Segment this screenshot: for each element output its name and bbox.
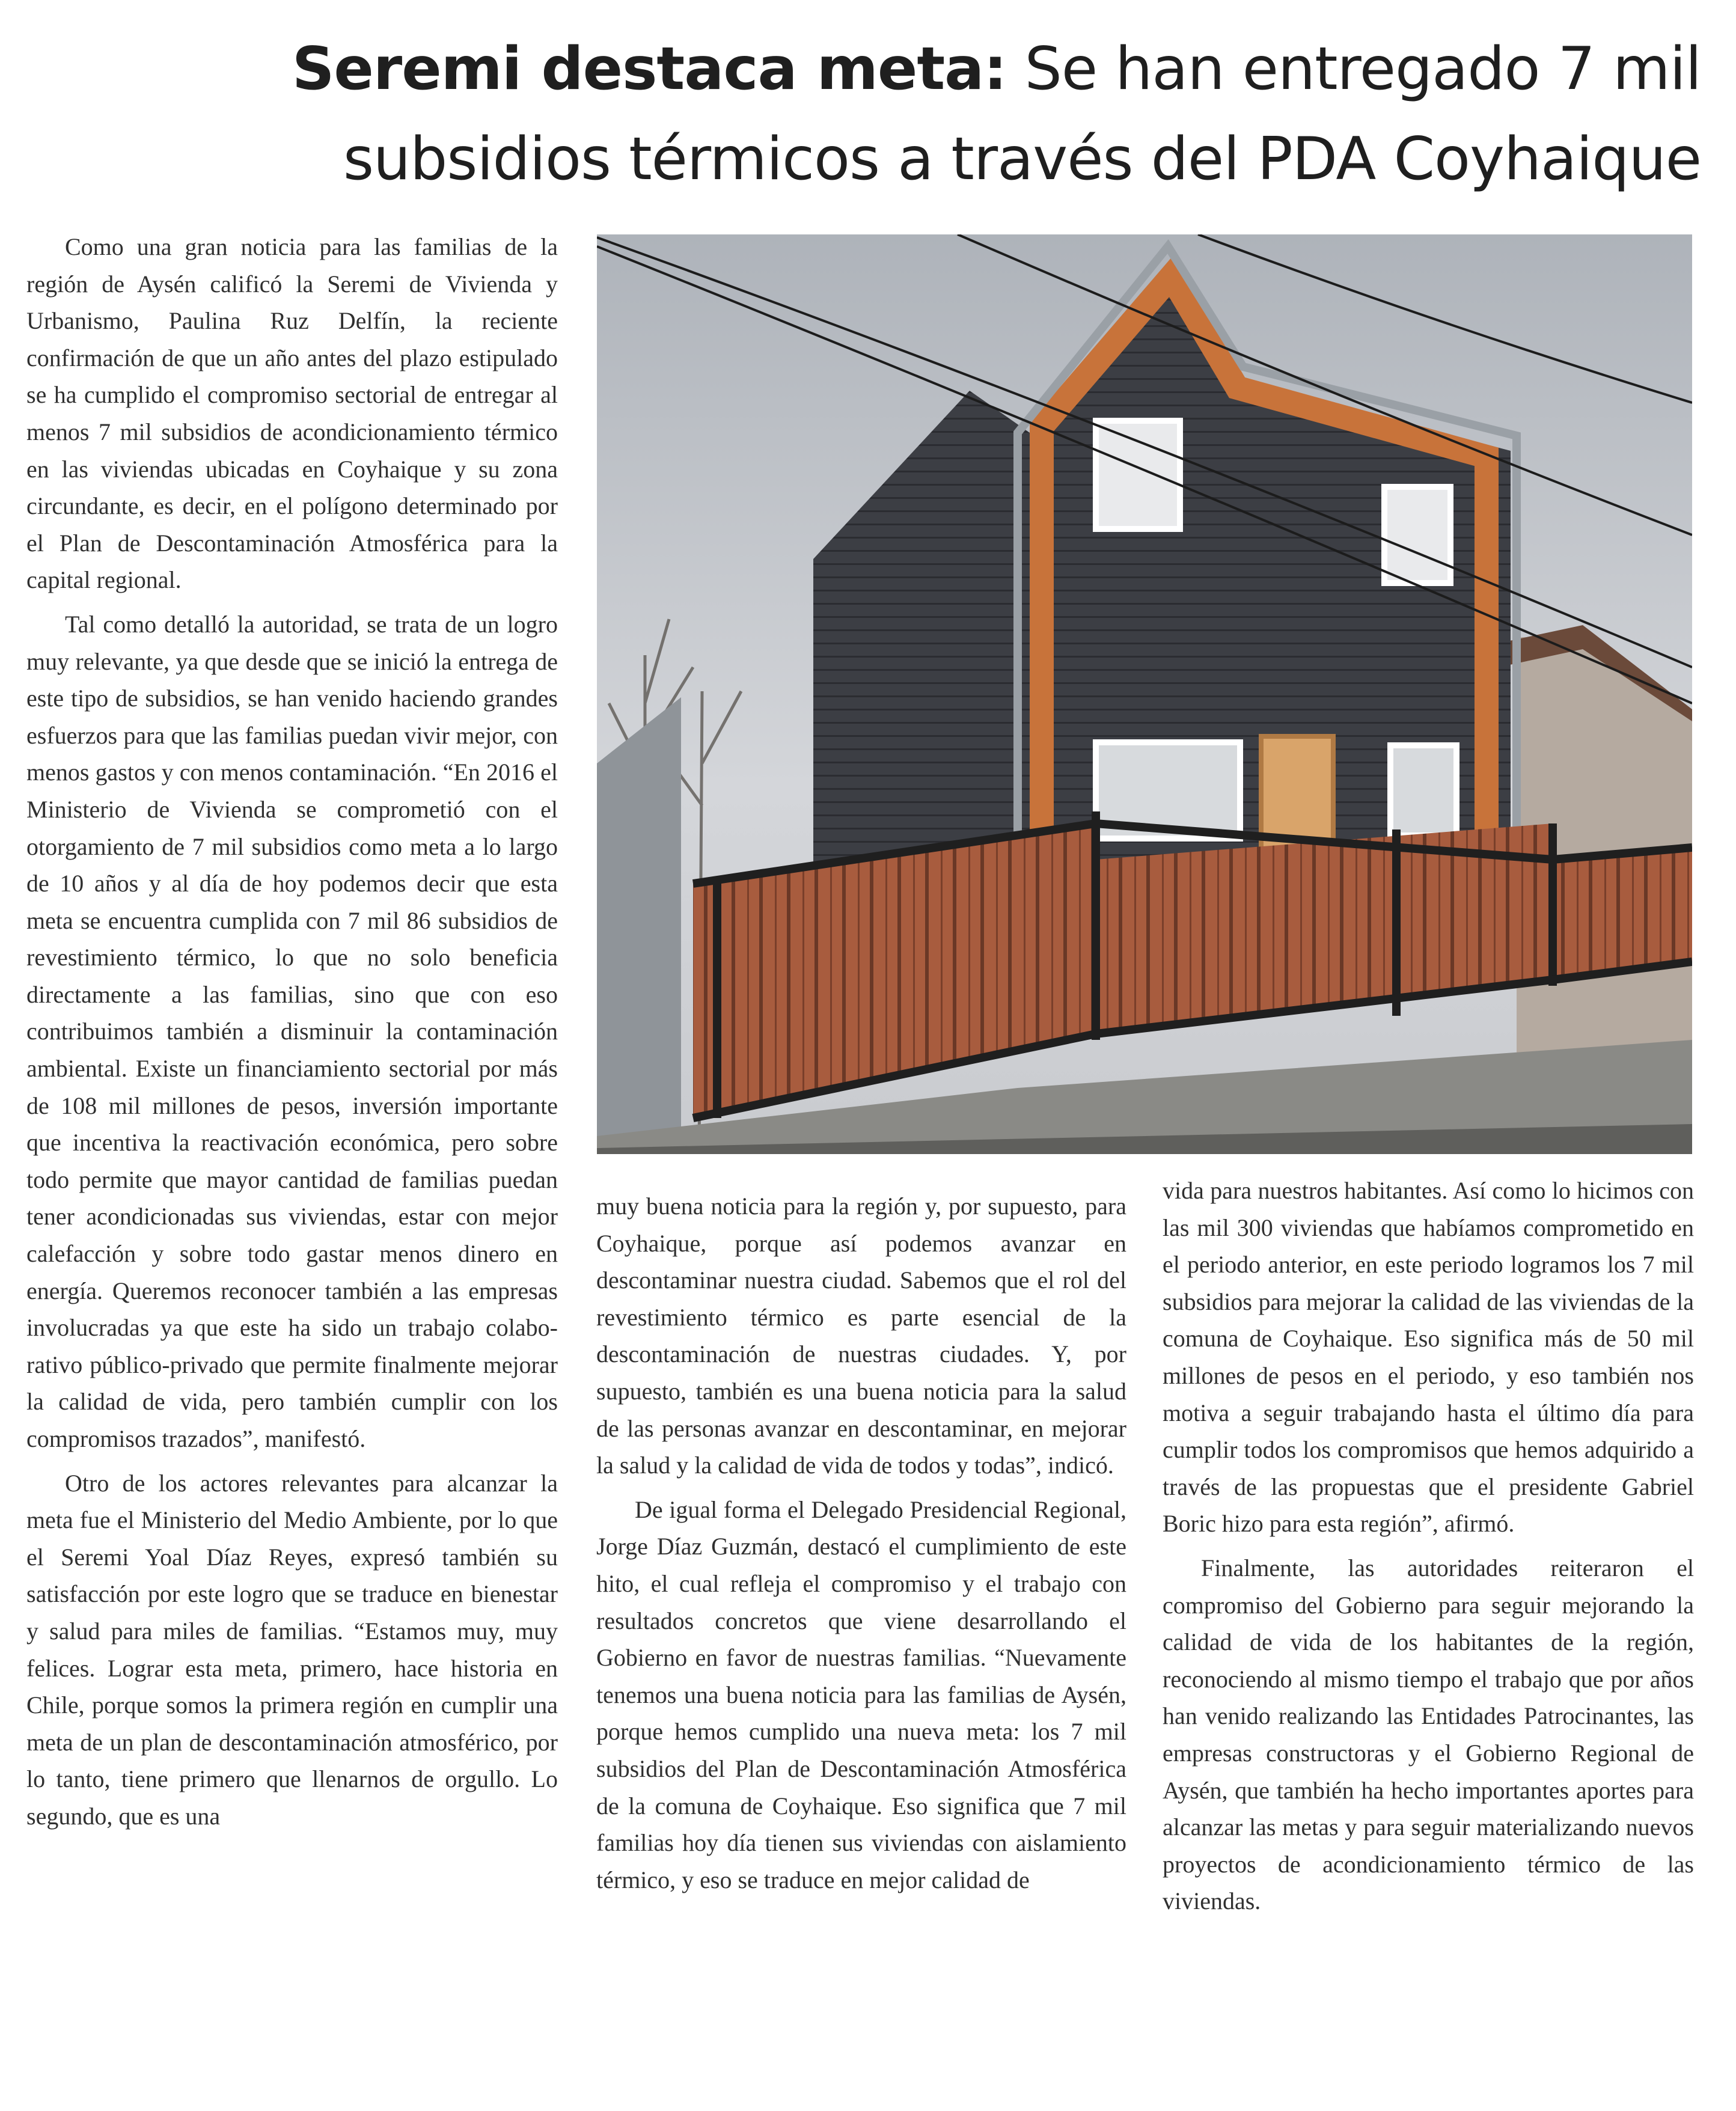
paragraph: vida para nuestros habitantes. Así como lo hicimos con las mil 300 viviendas que habíamos comprometido en el periodo anterior, en este periodo logramos los 7 mil subsidios para mejorar la calidad de las viviendas de la comuna de Coyhaique. Eso significa más de 50 mil millones de pesos en el periodo, y eso también nos motiva a seguir trabajando hasta el último día para cumplir todos los compromisos que hemos adquirido a través de las propuestas que el presidente Gabriel Boric hizo para esta región”, afirmó. (1163, 1177, 1694, 1538)
paragraph: Como una gran noticia para las familias de la región de Aysén calificó la Seremi de Vivienda y Urbanismo, Paulina Ruz Delfín, la reciente confirmación de que un año antes del plazo estipulado se ha cumplido el compromiso sectorial de entregar al menos 7 mil subsidios de acondicionamiento térmico en las viviendas ubicadas en Coyhaique y su zona circundante, es decir, en el polígono determinado por el Plan de Descontaminación Atmosférica para la capital regional. (26, 233, 558, 594)
house-photo (597, 234, 1692, 1154)
headline-rest: Se han entregado 7 mil subsidios térmicos a través del PDA Coyhaique (343, 35, 1701, 194)
paragraph: muy buena noticia para la región y, por supuesto, para Coyhaique, porque así podemos avanzar en descontaminar nuestra ciudad. Sabemos que el rol del revestimiento térmico es parte esencial de la descontaminación de nuestras ciudades. Y, por supuesto, también es una buena noticia para la salud de las personas avanzar en descontaminar, en mejorar la salud y la calidad de vida de todos y todas”, indicó. (596, 1193, 1126, 1479)
paragraph: Tal como detalló la autoridad, se trata de un logro muy relevante, ya que desde que se inició la entrega de este tipo de subsidios, se han venido haciendo grandes esfuerzos para que las familias puedan vivir mejor, con menos gastos y con menos contaminación. “En 2016 el Ministerio de Vivienda se comprometió con el otorgamiento de 7 mil subsidios como meta a lo largo de 10 años y al día de hoy podemos decir que esta meta se encuentra cumplida con 7 mil 86 subsidios de revestimiento térmico, lo que no solo beneficia directamente a las familias, sino que con eso contribuimos también a disminuir la contaminación ambiental. Existe un financiamiento sectorial por más de 108 mil millones de pesos, inversión importante que incentiva la reactivación económica, pero sobre todo permite que mayor cantidad de familias puedan tener acondicionadas sus viviendas, estar con mejor calefacción y sobre todo gastar menos dinero en energía. Queremos reconocer también a las empresas involucradas ya que este ha sido un trabajo colaborativo público-privado que permite finalmente mejorar la calidad de vida, pero también cumplir con los compromisos trazados”, manifestó. (26, 610, 558, 1452)
paragraph: Otro de los actores relevantes para alcanzar la meta fue el Ministerio del Medio Ambiente, por lo que el Seremi Yoal Díaz Reyes, expresó también su satisfacción por este logro que se traduce en bienestar y salud para miles de familias. “Estamos muy, muy felices. Lograr esta meta, primero, hace historia en Chile, porque somos la primera región en cumplir una meta de un plan de descontaminación atmosférico, por lo tanto, tiene primero que llenarnos de orgullo. Lo segundo, que es una (26, 1469, 558, 1830)
house-illustration (597, 234, 1692, 1154)
headline-lead: Seremi destaca meta: (292, 35, 1007, 103)
window (1096, 421, 1180, 529)
article-column-2 (596, 1188, 1126, 1905)
paragraph: De igual forma el Delegado Presidencial Regional, Jorge Díaz Guzmán, destacó el cumplimiento de este hito, el cual refleja el compromiso y el trabajo con resultados concretos que viene desarrollando el Gobierno en favor de nuestras familias. “Nuevamente tenemos una buena noticia para las familias de Aysén, porque hemos cumplido una nueva meta: los 7 mil subsidios del Plan de Descontaminación Atmosférica de la comuna de Coyhaique. Eso significa que 7 mil familias hoy día tienen sus viviendas con aislamiento térmico, y eso se traduce en mejor calidad de (596, 1495, 1126, 1893)
window (1390, 745, 1456, 836)
headline (90, 24, 1701, 204)
metal-shed (597, 697, 681, 1154)
article-column-3 (1163, 1172, 1694, 1927)
paragraph: Finalmente, las autoridades reiteraron el compromiso del Gobierno para seguir mejorando la calidad de vida de los habitantes de la región, reconociendo al mismo tiempo el trabajo que por años han venido realizando las Entidades Patrocinantes, las empresas constructoras y el Gobierno Regional de Aysén, que también ha hecho importantes aportes para alcanzar las metas y para seguir materializando nuevos proyectos de acondicionamiento térmico de las viviendas. (1163, 1554, 1694, 1915)
window (1384, 487, 1450, 583)
article-column-1 (26, 228, 558, 1842)
